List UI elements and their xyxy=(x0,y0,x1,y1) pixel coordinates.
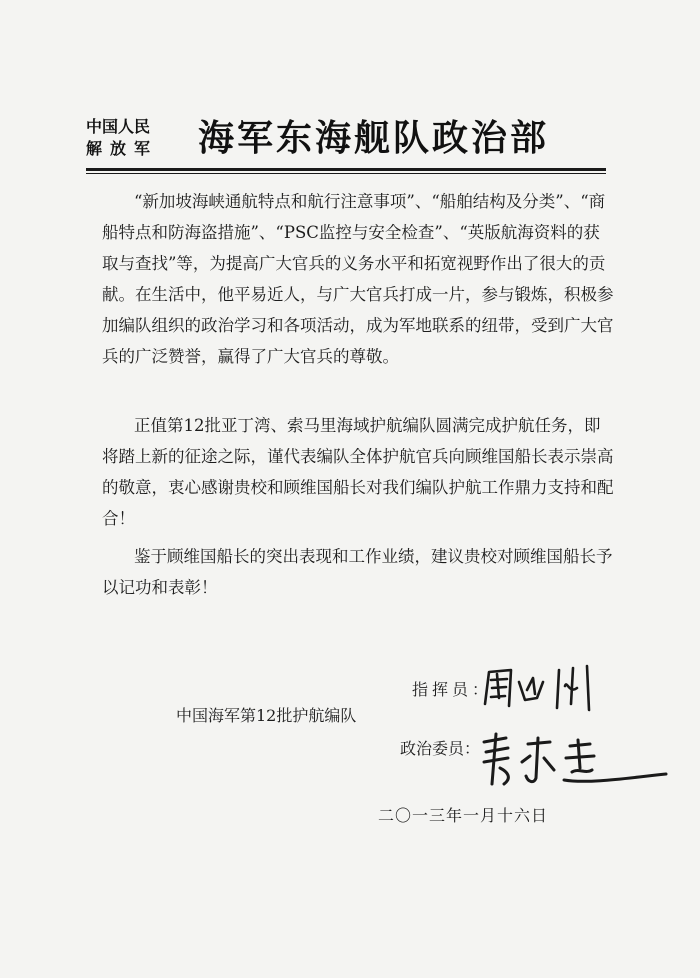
body-paragraph-2: 正值第12批亚丁湾、索马里海域护航编队圆满完成护航任务，即将踏上新的征途之际，谨代表编队全体护航官兵向顾维国船长表示崇高的敬意，衷心感谢贵校和顾维国船长对我们编队护航工作鼎力支持和配合！ xyxy=(102,416,614,528)
letterhead-org-line1: 中国人民 xyxy=(86,117,151,136)
body-paragraph-1: “新加坡海峡通航特点和航行注意事项”、“船舶结构及分类”、“商船特点和防海盗措施”、“PSC监控与安全检查”、“英版航海资料的获取与查找”等，为提高广大官兵的义务水平和拓宽视野作出了很大的贡献。在生活中，他平易近人，与广大官兵打成一片，参与锻炼，积极参加编队组织的政治学习和各项活动，成为军地联系的纽带，受到广大官兵的广泛赞誉，赢得了广大官兵的尊敬。 xyxy=(102,192,614,366)
letterhead-rule-thin xyxy=(86,173,606,174)
body-paragraph-3: 鉴于顾维国船长的突出表现和工作业绩，建议贵校对顾维国船长予以记功和表彰！ xyxy=(102,547,613,597)
commander-label: 指挥员： xyxy=(412,680,493,699)
commander-signature xyxy=(477,660,617,716)
commissar-signature xyxy=(478,728,670,788)
letterhead-rule-thick xyxy=(86,168,606,171)
letterhead-org-line2: 解放军 xyxy=(86,139,159,158)
date-line: 二〇一三年一月十六日 xyxy=(378,806,549,825)
letterhead-org-small xyxy=(86,116,198,160)
commissar-label: 政治委员： xyxy=(400,739,481,758)
letterhead xyxy=(86,116,606,176)
fleet-name: 中国海军第12批护航编队 xyxy=(176,706,357,725)
letterhead-org-name: 海军东海舰队政治部 xyxy=(198,117,550,159)
